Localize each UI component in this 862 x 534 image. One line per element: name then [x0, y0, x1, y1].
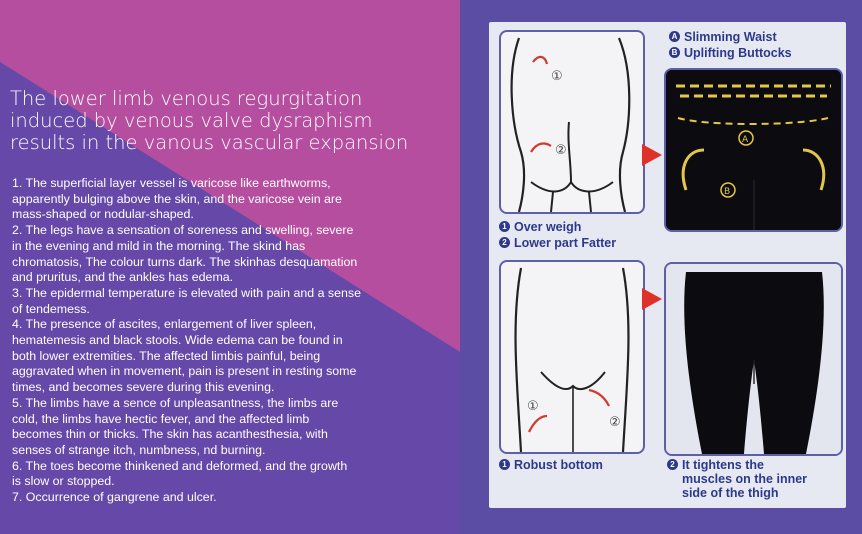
symptom-line: and pruritus, and the ankles has edema. — [12, 270, 234, 285]
symptom-line: mass-shaped or nodular-shaped. — [12, 207, 194, 222]
symptom-line: of tendemess. — [12, 301, 90, 316]
sketch-marker-1: ① — [527, 399, 539, 414]
sketch-marker-1: ① — [551, 69, 563, 84]
legend-a-text: Slimming Waist — [684, 30, 777, 44]
symptom-line: 4. The presence of ascites, enlargement of liver spleen, — [12, 317, 317, 332]
symptom-line: 1. The superficial layer vessel is varicose like earthworms, — [12, 176, 331, 190]
symptom-line: becomes thin or thicks. The skin has acanthesthesia, with — [12, 427, 328, 442]
symptom-line: 6. The toes become thinkened and deformed, and the growth — [12, 458, 348, 473]
legend-a — [669, 30, 777, 44]
photo-marker-b: B — [724, 187, 731, 197]
photo-marker-a: A — [742, 135, 749, 145]
label-over-weigh: 1 Over weigh — [499, 220, 581, 234]
red-arrow-icon — [642, 144, 662, 166]
symptom-line: chromatosis, The colour turns dark. The skinhas desquamation — [12, 254, 358, 269]
label-tightens-thigh-line2: muscles on the inner — [682, 472, 808, 486]
label-robust-bottom: 1 Robust bottom — [499, 458, 603, 472]
symptom-line: in the evening and mild in the morning. The skind has — [12, 238, 306, 253]
shapewear-drawing — [666, 70, 841, 230]
symptom-line: times, and becomes severe during this evening. — [12, 380, 275, 395]
headline — [10, 88, 460, 154]
photo-after-thigh — [664, 262, 843, 456]
headline-line: The lower limb venous regurgitation — [10, 87, 363, 110]
symptom-line: 2. The legs have a sensation of soreness and swelling, severe — [12, 223, 354, 238]
sketch-before-bottom — [499, 260, 645, 454]
sketch-marker-2: ② — [555, 143, 567, 158]
shapewear-legs-drawing — [666, 264, 841, 454]
symptom-line: 5. The limbs have a sence of unpleasantness, the limbs are — [12, 395, 339, 410]
symptom-line: 7. Occurrence of gangrene and ulcer. — [12, 490, 217, 505]
symptom-line: senses of strange itch, numbness, nd burning. — [12, 442, 266, 457]
number-2-icon: 2 — [667, 459, 678, 470]
symptom-line: aggravated when in movement, pain is present in resting some — [12, 364, 357, 379]
symptom-line: is slow or stopped. — [12, 474, 115, 489]
hips-outline-drawing — [501, 32, 643, 212]
number-2-icon: 2 — [499, 237, 510, 248]
marker-a-icon: A — [669, 31, 680, 42]
symptom-list — [12, 176, 457, 506]
number-1-icon: 1 — [499, 221, 510, 232]
symptom-line: both lower extremities. The affected limbis painful, being — [12, 348, 321, 363]
label-lower-part-fatter: 2 Lower part Fatter — [499, 236, 616, 250]
red-arrow-icon — [642, 288, 662, 310]
shapewear-photo — [489, 22, 846, 508]
marker-b-icon: B — [669, 47, 680, 58]
sketch-marker-2: ② — [609, 415, 621, 430]
label-tightens-thigh: 2 It tightens the — [667, 458, 764, 472]
photo-after-waist — [664, 68, 843, 232]
legend-b-text: Uplifting Buttocks — [684, 46, 792, 60]
headline-line: induced by venous valve dysraphism — [10, 109, 373, 132]
symptom-line: 3. The epidermal temperature is elevated with pain and a sense — [12, 285, 361, 300]
number-1-icon: 1 — [499, 459, 510, 470]
sketch-before-hips — [499, 30, 645, 214]
headline-line: results in the vanous vascular expansion — [10, 131, 409, 154]
bottom-outline-drawing — [501, 262, 643, 452]
symptom-line: apparently bulging above the skin, and the varicose vein are — [12, 191, 342, 206]
label-tightens-thigh-line3: side of the thigh — [682, 486, 779, 500]
symptom-line: cold, the limbs have hectic fever, and the affected limb — [12, 411, 310, 426]
legend-b — [669, 46, 792, 60]
symptom-line: hematemesis and black stools. Wide edema can be found in — [12, 333, 343, 348]
